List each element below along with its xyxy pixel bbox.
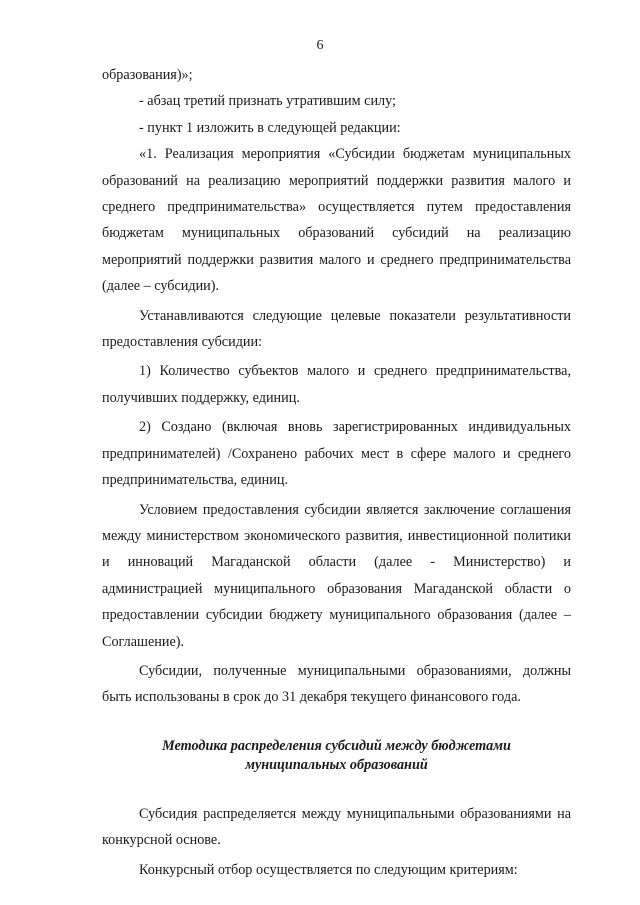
paragraph-item: - абзац третий признать утратившим силу; bbox=[139, 93, 396, 110]
paragraph-item: Условием предоставления субсидии является заключение соглашения между министерством экономического развития, инвестиционной политики и инноваций Магаданской области (далее - Министерство) и администрацией муниципального образования Магаданской области о предоставлении субсидии бюджету муниципального образования (далее – Соглашение). bbox=[102, 501, 571, 650]
document-body bbox=[102, 62, 571, 883]
paragraph-item: 1) Количество субъектов малого и среднего предпринимательства, получивших поддержку, единиц. bbox=[102, 363, 571, 406]
paragraph-item: Устанавливаются следующие целевые показатели результативности предоставления субсидии: bbox=[102, 307, 571, 351]
paragraph-item: 2) Создано (включая вновь зарегистрированных индивидуальных предпринимателей) /Сохранено рабочих мест в сфере малого и среднего предпринимательства, единиц. bbox=[102, 419, 571, 489]
paragraph-item: «1. Реализация мероприятия «Субсидии бюджетам муниципальных образований на реализацию мероприятий поддержки развития малого и среднего предпринимательства» осуществляется путем предоставления бюджетам муниципальных образований субсидий на реализацию мероприятий поддержки развития малого и среднего предпринимательства (далее – субсидии). bbox=[102, 146, 571, 295]
section-heading: Методика распределения субсидий между бюджетами муниципальных образований bbox=[162, 737, 511, 773]
paragraph-continuation: образования)»; bbox=[102, 67, 193, 83]
paragraph-item: - пункт 1 изложить в следующей редакции: bbox=[139, 119, 401, 136]
paragraph-item: Субсидия распределяется между муниципальными образованиями на конкурсной основе. bbox=[102, 805, 571, 849]
paragraph-item: Субсидии, полученные муниципальными образованиями, должны быть использованы в срок до 31 декабря текущего финансового года. bbox=[102, 662, 571, 706]
paragraph-item: Конкурсный отбор осуществляется по следующим критериям: bbox=[139, 861, 518, 878]
page-number: 6 bbox=[316, 38, 324, 53]
